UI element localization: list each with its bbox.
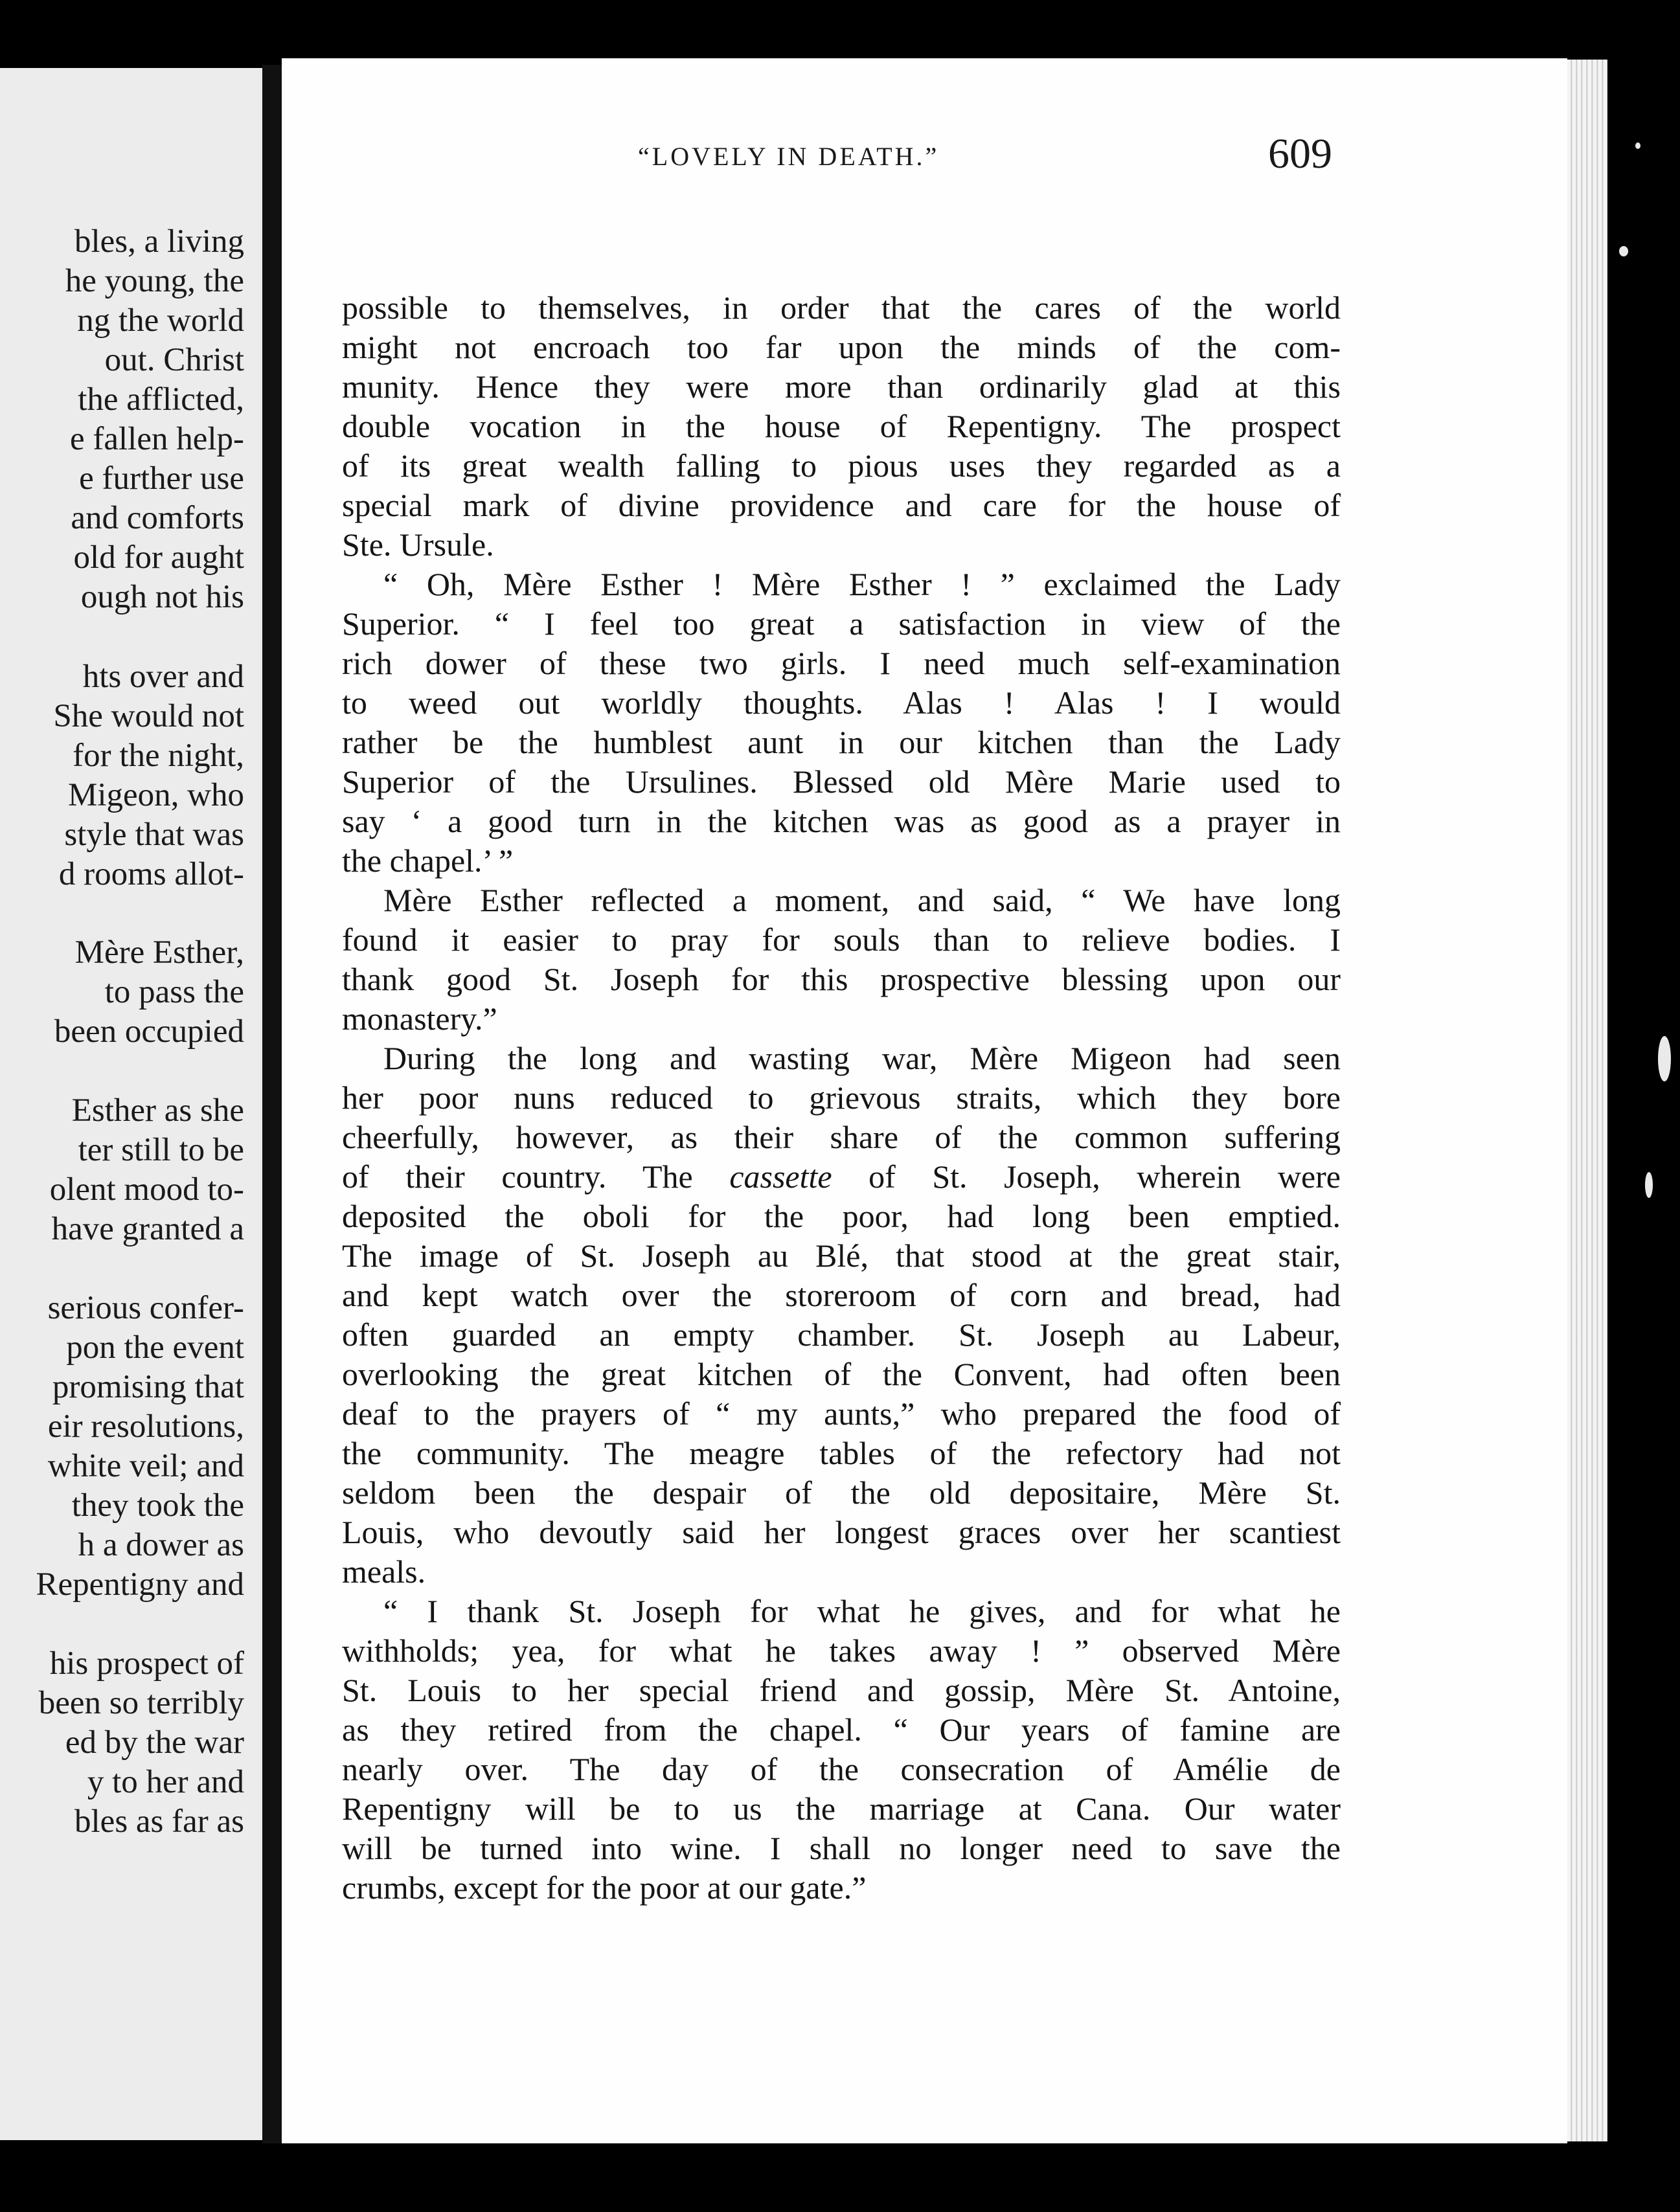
- text-line: monastery.”: [342, 1000, 497, 1037]
- text-line: will be turned into wine. I shall no longer need to save the: [342, 1830, 1341, 1866]
- facing-text-line: have granted a: [51, 1211, 244, 1247]
- facing-text-line: old for aught: [73, 539, 244, 576]
- facing-text-line: Esther as she: [71, 1092, 244, 1129]
- facing-text-line: they took the: [71, 1487, 244, 1524]
- text-line: possible to themselves, in order that the cares of the world: [342, 289, 1341, 326]
- text-line: munity. Hence they were more than ordinarily glad at this: [342, 368, 1341, 405]
- facing-text-line: ough not his: [80, 579, 244, 615]
- facing-text-line: bles, a living: [74, 223, 244, 260]
- text-line: deaf to the prayers of “ my aunts,” who prepared the food of: [342, 1395, 1341, 1432]
- text-line: special mark of divine providence and care for the house of: [342, 487, 1341, 523]
- facing-text-line: Migeon, who: [68, 777, 244, 813]
- scan-speck: [1635, 142, 1640, 149]
- facing-text-line: white veil; and: [47, 1448, 244, 1484]
- text-line: withholds; yea, for what he takes away ! ” observed Mère: [342, 1632, 1341, 1669]
- facing-text-line: e fallen help-: [69, 421, 244, 457]
- page-number: 609: [1268, 130, 1332, 177]
- text-line: the chapel.’ ”: [342, 842, 514, 879]
- facing-text-line: out. Christ: [104, 342, 244, 378]
- text-line: to weed out worldly thoughts. Alas ! Alas ! I would: [342, 684, 1341, 721]
- text-line: The image of St. Joseph au Blé, that stood at the great stair,: [342, 1237, 1341, 1274]
- facing-text-line: promising that: [52, 1369, 244, 1405]
- text-line: double vocation in the house of Repentigny. The prospect: [342, 408, 1341, 444]
- text-line: the community. The meagre tables of the refectory had not: [342, 1435, 1341, 1471]
- text-line: rather be the humblest aunt in our kitchen than the Lady: [342, 724, 1341, 760]
- facing-text-line: ed by the war: [65, 1724, 244, 1761]
- scan-speck: [1645, 1172, 1653, 1198]
- facing-text-line: bles as far as: [74, 1803, 244, 1840]
- facing-text-line: olent mood to-: [49, 1171, 244, 1208]
- scan-speck: [1658, 1036, 1671, 1081]
- text-line: Louis, who devoutly said her longest graces over her scantiest: [342, 1514, 1341, 1550]
- text-line: crumbs, except for the poor at our gate.”: [342, 1869, 867, 1906]
- facing-text-line: e further use: [79, 460, 244, 497]
- facing-text-line: Mère Esther,: [74, 934, 244, 971]
- text-line: Repentigny will be to us the marriage at Cana. Our water: [342, 1790, 1341, 1827]
- facing-text-line: She would not: [53, 698, 244, 734]
- facing-text-line: hts over and: [82, 659, 244, 695]
- text-line: St. Louis to her special friend and gossip, Mère St. Antoine,: [342, 1672, 1341, 1708]
- text-line: “ Oh, Mère Esther ! Mère Esther ! ” exclaimed the Lady: [383, 566, 1341, 602]
- facing-text-line: to pass the: [104, 974, 244, 1010]
- facing-text-line: h a dower as: [78, 1527, 244, 1563]
- scan-speck: [1619, 246, 1628, 256]
- text-line: cheerfully, however, as their share of the common suffering: [342, 1119, 1341, 1155]
- text-line: meals.: [342, 1553, 426, 1590]
- text-line: of their country. The cassette of St. Joseph, wherein were: [342, 1158, 1341, 1195]
- running-head: “LOVELY IN DEATH.”: [638, 142, 940, 171]
- facing-text-line: and comforts: [71, 500, 244, 536]
- text-line: thank good St. Joseph for this prospective blessing upon our: [342, 961, 1341, 997]
- text-line: Superior of the Ursulines. Blessed old Mère Marie used to: [342, 763, 1341, 800]
- text-line: her poor nuns reduced to grievous straits, which they bore: [342, 1079, 1341, 1116]
- text-line: deposited the oboli for the poor, had long been emptied.: [342, 1198, 1341, 1234]
- facing-text-line: eir resolutions,: [47, 1408, 244, 1445]
- facing-text-line: ter still to be: [78, 1132, 244, 1168]
- facing-text-line: the afflicted,: [78, 381, 244, 418]
- facing-page: [0, 68, 262, 2140]
- facing-text-line: his prospect of: [49, 1645, 244, 1682]
- text-line: rich dower of these two girls. I need much self-examination: [342, 645, 1341, 681]
- facing-text-line: d rooms allot-: [58, 856, 244, 892]
- text-line: “ I thank St. Joseph for what he gives, and for what he: [383, 1593, 1341, 1629]
- book-gutter: [262, 65, 282, 2143]
- text-line: Ste. Ursule.: [342, 526, 494, 563]
- facing-text-line: for the night,: [73, 738, 244, 774]
- text-line: Superior. “ I feel too great a satisfaction in view of the: [342, 605, 1341, 642]
- facing-text-line: style that was: [64, 817, 244, 853]
- facing-text-line: serious confer-: [47, 1290, 244, 1326]
- text-line: of its great wealth falling to pious uses they regarded as a: [342, 447, 1341, 484]
- text-line: and kept watch over the storeroom of corn and bread, had: [342, 1277, 1341, 1313]
- facing-text-line: pon the event: [66, 1329, 244, 1366]
- text-line: might not encroach too far upon the minds of the com-: [342, 329, 1341, 365]
- text-line: nearly over. The day of the consecration of Amélie de: [342, 1751, 1341, 1787]
- facing-text-line: ng the world: [77, 302, 244, 339]
- facing-text-line: he young, the: [65, 263, 244, 299]
- text-line: overlooking the great kitchen of the Convent, had often been: [342, 1356, 1341, 1392]
- facing-text-line: been so terribly: [38, 1685, 244, 1721]
- facing-text-line: y to her and: [87, 1764, 244, 1800]
- page-edges: [1567, 60, 1607, 2141]
- text-line: often guarded an empty chamber. St. Joseph au Labeur,: [342, 1316, 1341, 1353]
- text-line: Mère Esther reflected a moment, and said, “ We have long: [383, 882, 1341, 918]
- facing-text-line: Repentigny and: [36, 1566, 244, 1603]
- facing-text-line: been occupied: [54, 1013, 244, 1050]
- text-line: as they retired from the chapel. “ Our years of famine are: [342, 1711, 1341, 1748]
- text-line: seldom been the despair of the old depositaire, Mère St.: [342, 1474, 1341, 1511]
- text-line: found it easier to pray for souls than to relieve bodies. I: [342, 921, 1341, 958]
- text-line: During the long and wasting war, Mère Migeon had seen: [383, 1040, 1341, 1076]
- text-line: say ‘ a good turn in the kitchen was as good as a prayer in: [342, 803, 1341, 839]
